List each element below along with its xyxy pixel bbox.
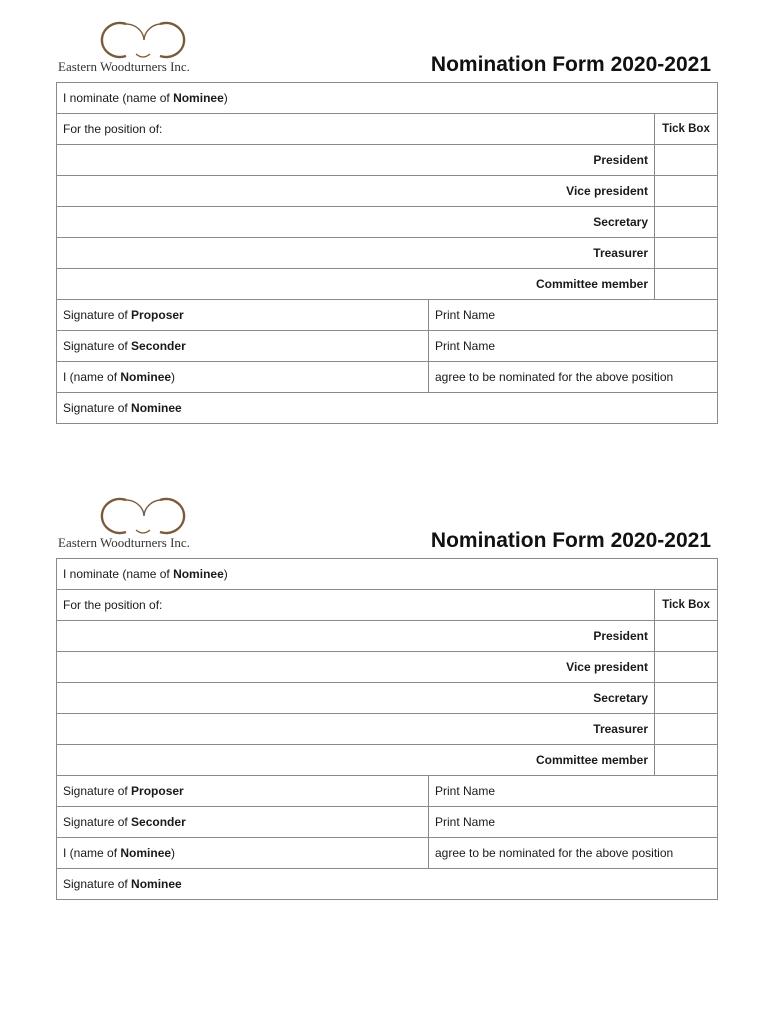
tick-box-secretary[interactable] <box>655 683 718 714</box>
agree-text: agree to be nominated for the above position <box>429 362 718 393</box>
agree-bold: Nominee <box>120 370 172 384</box>
form-header <box>56 496 717 558</box>
position-row-committee-member <box>57 745 718 776</box>
nominee-signature-field[interactable] <box>57 393 718 424</box>
logo <box>56 494 256 554</box>
agree-suffix: ) <box>171 370 176 384</box>
proposer-row <box>57 300 718 331</box>
nominee-name-field[interactable] <box>57 83 718 114</box>
nominate-suffix: ) <box>223 567 228 581</box>
seconder-print-name-field[interactable]: Print Name <box>429 807 718 838</box>
position-secretary: Secretary <box>57 207 655 238</box>
position-president: President <box>57 145 655 176</box>
nomination-form-1 <box>56 20 717 424</box>
seconder-row <box>57 807 718 838</box>
position-secretary: Secretary <box>57 683 655 714</box>
logo <box>56 18 256 78</box>
agree-row <box>57 362 718 393</box>
nominate-prefix: I nominate (name of <box>63 567 174 581</box>
proposer-print-name-field[interactable]: Print Name <box>429 300 718 331</box>
tick-box-header: Tick Box <box>655 590 718 621</box>
tick-box-treasurer[interactable] <box>655 238 718 269</box>
position-label: For the position of: <box>57 590 655 621</box>
tick-box-vice-president[interactable] <box>655 176 718 207</box>
proposer-signature-field[interactable] <box>57 776 429 807</box>
tick-box-header: Tick Box <box>655 114 718 145</box>
tick-box-treasurer[interactable] <box>655 714 718 745</box>
form-table <box>56 558 718 900</box>
agree-prefix: I (name of <box>63 370 121 384</box>
nominate-suffix: ) <box>223 91 228 105</box>
form-table <box>56 82 718 424</box>
proposer-prefix: Signature of <box>63 308 132 322</box>
agree-text: agree to be nominated for the above position <box>429 838 718 869</box>
position-label: For the position of: <box>57 114 655 145</box>
position-president: President <box>57 621 655 652</box>
position-treasurer: Treasurer <box>57 714 655 745</box>
agree-nominee-name-field[interactable] <box>57 838 429 869</box>
position-committee-member: Committee member <box>57 745 655 776</box>
org-name: Eastern Woodturners Inc. <box>58 535 190 550</box>
nominate-prefix: I nominate (name of <box>63 91 174 105</box>
seconder-signature-field[interactable] <box>57 807 429 838</box>
position-committee-member: Committee member <box>57 269 655 300</box>
nominee-sig-bold: Nominee <box>131 401 182 415</box>
position-vice-president: Vice president <box>57 176 655 207</box>
seconder-prefix: Signature of <box>63 339 132 353</box>
nominate-row <box>57 83 718 114</box>
tick-box-president[interactable] <box>655 621 718 652</box>
agree-bold: Nominee <box>120 846 172 860</box>
form-title: Nomination Form 2020-2021 <box>430 529 711 552</box>
nominee-signature-field[interactable] <box>57 869 718 900</box>
proposer-print-name-field[interactable]: Print Name <box>429 776 718 807</box>
position-row-president <box>57 145 718 176</box>
tick-box-secretary[interactable] <box>655 207 718 238</box>
seconder-signature-field[interactable] <box>57 331 429 362</box>
position-row-committee-member <box>57 269 718 300</box>
seconder-print-name-field[interactable]: Print Name <box>429 331 718 362</box>
agree-suffix: ) <box>171 846 176 860</box>
nominate-row <box>57 559 718 590</box>
form-title: Nomination Form 2020-2021 <box>430 53 711 76</box>
rings-logo-icon <box>96 494 208 538</box>
position-row-vice-president <box>57 652 718 683</box>
nominee-sig-bold: Nominee <box>131 877 182 891</box>
position-row-president <box>57 621 718 652</box>
org-name: Eastern Woodturners Inc. <box>58 59 190 74</box>
nominate-bold: Nominee <box>173 91 224 105</box>
seconder-bold: Seconder <box>131 815 186 829</box>
proposer-prefix: Signature of <box>63 784 132 798</box>
nominee-signature-row <box>57 869 718 900</box>
tick-box-committee-member[interactable] <box>655 269 718 300</box>
position-row-secretary <box>57 683 718 714</box>
position-row-secretary <box>57 207 718 238</box>
proposer-signature-field[interactable] <box>57 300 429 331</box>
nomination-form-2 <box>56 496 717 900</box>
nominee-sig-prefix: Signature of <box>63 877 132 891</box>
nominee-sig-prefix: Signature of <box>63 401 132 415</box>
position-row-treasurer <box>57 714 718 745</box>
rings-logo-icon <box>96 18 208 62</box>
nominee-name-field[interactable] <box>57 559 718 590</box>
tick-box-vice-president[interactable] <box>655 652 718 683</box>
proposer-bold: Proposer <box>131 308 184 322</box>
seconder-prefix: Signature of <box>63 815 132 829</box>
tick-box-committee-member[interactable] <box>655 745 718 776</box>
agree-nominee-name-field[interactable] <box>57 362 429 393</box>
agree-prefix: I (name of <box>63 846 121 860</box>
nominate-bold: Nominee <box>173 567 224 581</box>
proposer-row <box>57 776 718 807</box>
seconder-bold: Seconder <box>131 339 186 353</box>
position-row-vice-president <box>57 176 718 207</box>
form-header <box>56 20 717 82</box>
position-row-treasurer <box>57 238 718 269</box>
seconder-row <box>57 331 718 362</box>
position-vice-president: Vice president <box>57 652 655 683</box>
agree-row <box>57 838 718 869</box>
position-header-row <box>57 114 718 145</box>
tick-box-president[interactable] <box>655 145 718 176</box>
position-treasurer: Treasurer <box>57 238 655 269</box>
proposer-bold: Proposer <box>131 784 184 798</box>
position-header-row <box>57 590 718 621</box>
nominee-signature-row <box>57 393 718 424</box>
